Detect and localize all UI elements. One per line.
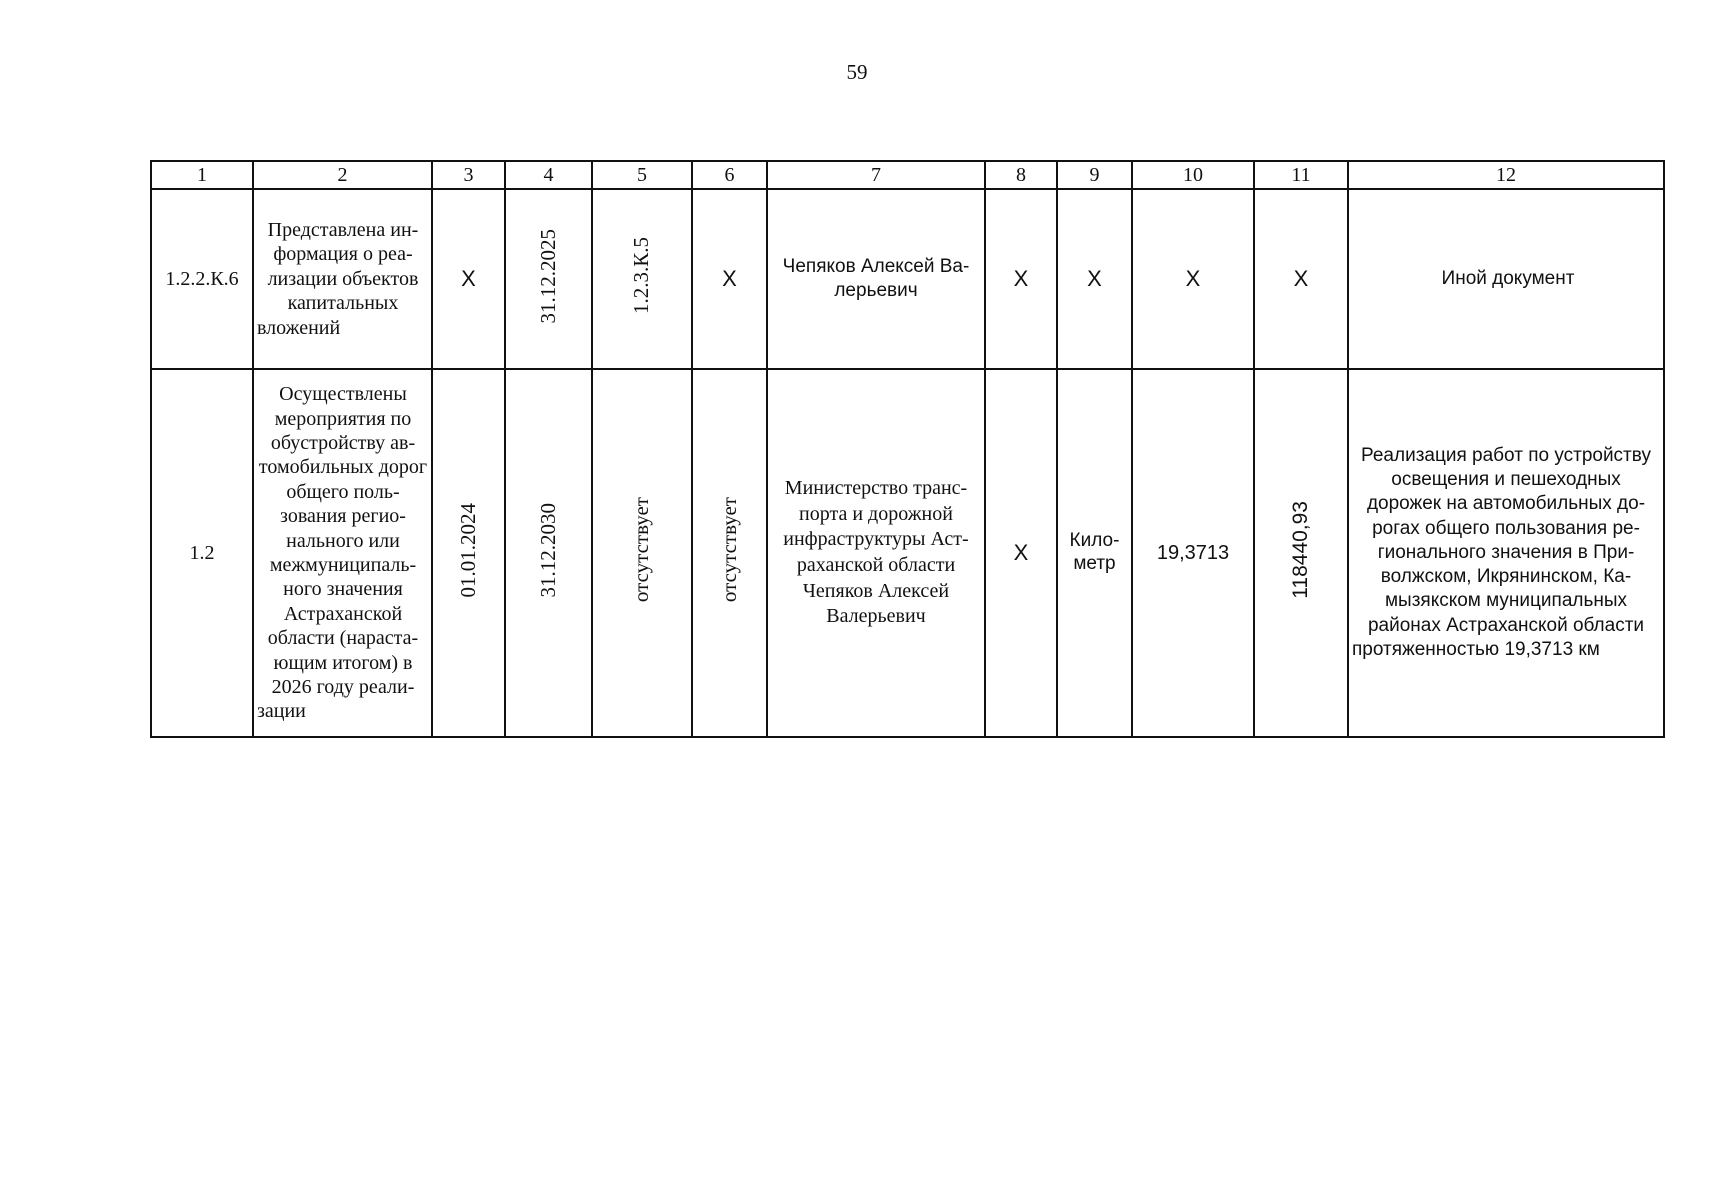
cell-start-date-text: 01.01.2024 bbox=[455, 502, 480, 598]
data-table bbox=[150, 160, 1665, 738]
page-number: 59 bbox=[846, 60, 868, 84]
column-header: 7 bbox=[767, 161, 985, 189]
column-header: 12 bbox=[1348, 161, 1664, 189]
cell-description: Представлена информация о реализации объектов капитальных вложений bbox=[253, 189, 432, 369]
table-row bbox=[151, 189, 1664, 369]
cell-type bbox=[692, 369, 767, 737]
cell-end-date-text: 31.12.2025 bbox=[535, 228, 560, 324]
cell-amount: X bbox=[1254, 189, 1348, 369]
cell-value: X bbox=[1132, 189, 1254, 369]
cell-document: Реализация работ по устройству освещения и пешеходных дорожек на автомобильных дорогах общего пользования регионального значения в Приволжском, Икрянинском, Камызякском муниципальных районах Астраханской области протяженностью 19,3713 км bbox=[1348, 369, 1664, 737]
cell-predecessor bbox=[592, 189, 692, 369]
cell-responsible: Чепяков Алексей Валерьевич bbox=[767, 189, 985, 369]
cell-end-date bbox=[505, 369, 592, 737]
cell-unit: Километр bbox=[1057, 369, 1132, 737]
cell-amount-text: 118440,93 bbox=[1289, 501, 1313, 599]
cell-description: Осуществлены мероприятия по обустройству автомобильных дорог общего пользования регионального или межмуниципального значения Астраханской области (нарастающим итогом) в 2026 году реализации bbox=[253, 369, 432, 737]
cell-predecessor-text: отсутствует bbox=[629, 497, 654, 603]
cell-number: 1.2.2.К.6 bbox=[151, 189, 253, 369]
cell-type-text: отсутствует bbox=[716, 497, 741, 603]
header-row bbox=[151, 161, 1664, 189]
cell-start-date bbox=[432, 369, 505, 737]
cell-col8: X bbox=[985, 369, 1057, 737]
cell-value: 19,3713 bbox=[1132, 369, 1254, 737]
cell-document: Иной документ bbox=[1348, 189, 1664, 369]
cell-col8: X bbox=[985, 189, 1057, 369]
cell-type: X bbox=[692, 189, 767, 369]
column-header: 5 bbox=[592, 161, 692, 189]
column-header: 3 bbox=[432, 161, 505, 189]
cell-amount bbox=[1254, 369, 1348, 737]
cell-responsible: Министерство транспорта и дорожной инфраструктуры Астраханской области Чепяков Алексей Валерьевич bbox=[767, 369, 985, 737]
cell-predecessor bbox=[592, 369, 692, 737]
cell-unit: X bbox=[1057, 189, 1132, 369]
cell-end-date-text: 31.12.2030 bbox=[535, 502, 560, 598]
column-header: 6 bbox=[692, 161, 767, 189]
column-header: 10 bbox=[1132, 161, 1254, 189]
cell-number: 1.2 bbox=[151, 369, 253, 737]
cell-start-date: X bbox=[432, 189, 505, 369]
cell-predecessor-text: 1.2.3.К.5 bbox=[629, 237, 654, 315]
column-header: 8 bbox=[985, 161, 1057, 189]
column-header: 4 bbox=[505, 161, 592, 189]
column-header: 2 bbox=[253, 161, 432, 189]
cell-end-date bbox=[505, 189, 592, 369]
table-row bbox=[151, 369, 1664, 737]
column-header: 11 bbox=[1254, 161, 1348, 189]
column-header: 1 bbox=[151, 161, 253, 189]
column-header: 9 bbox=[1057, 161, 1132, 189]
